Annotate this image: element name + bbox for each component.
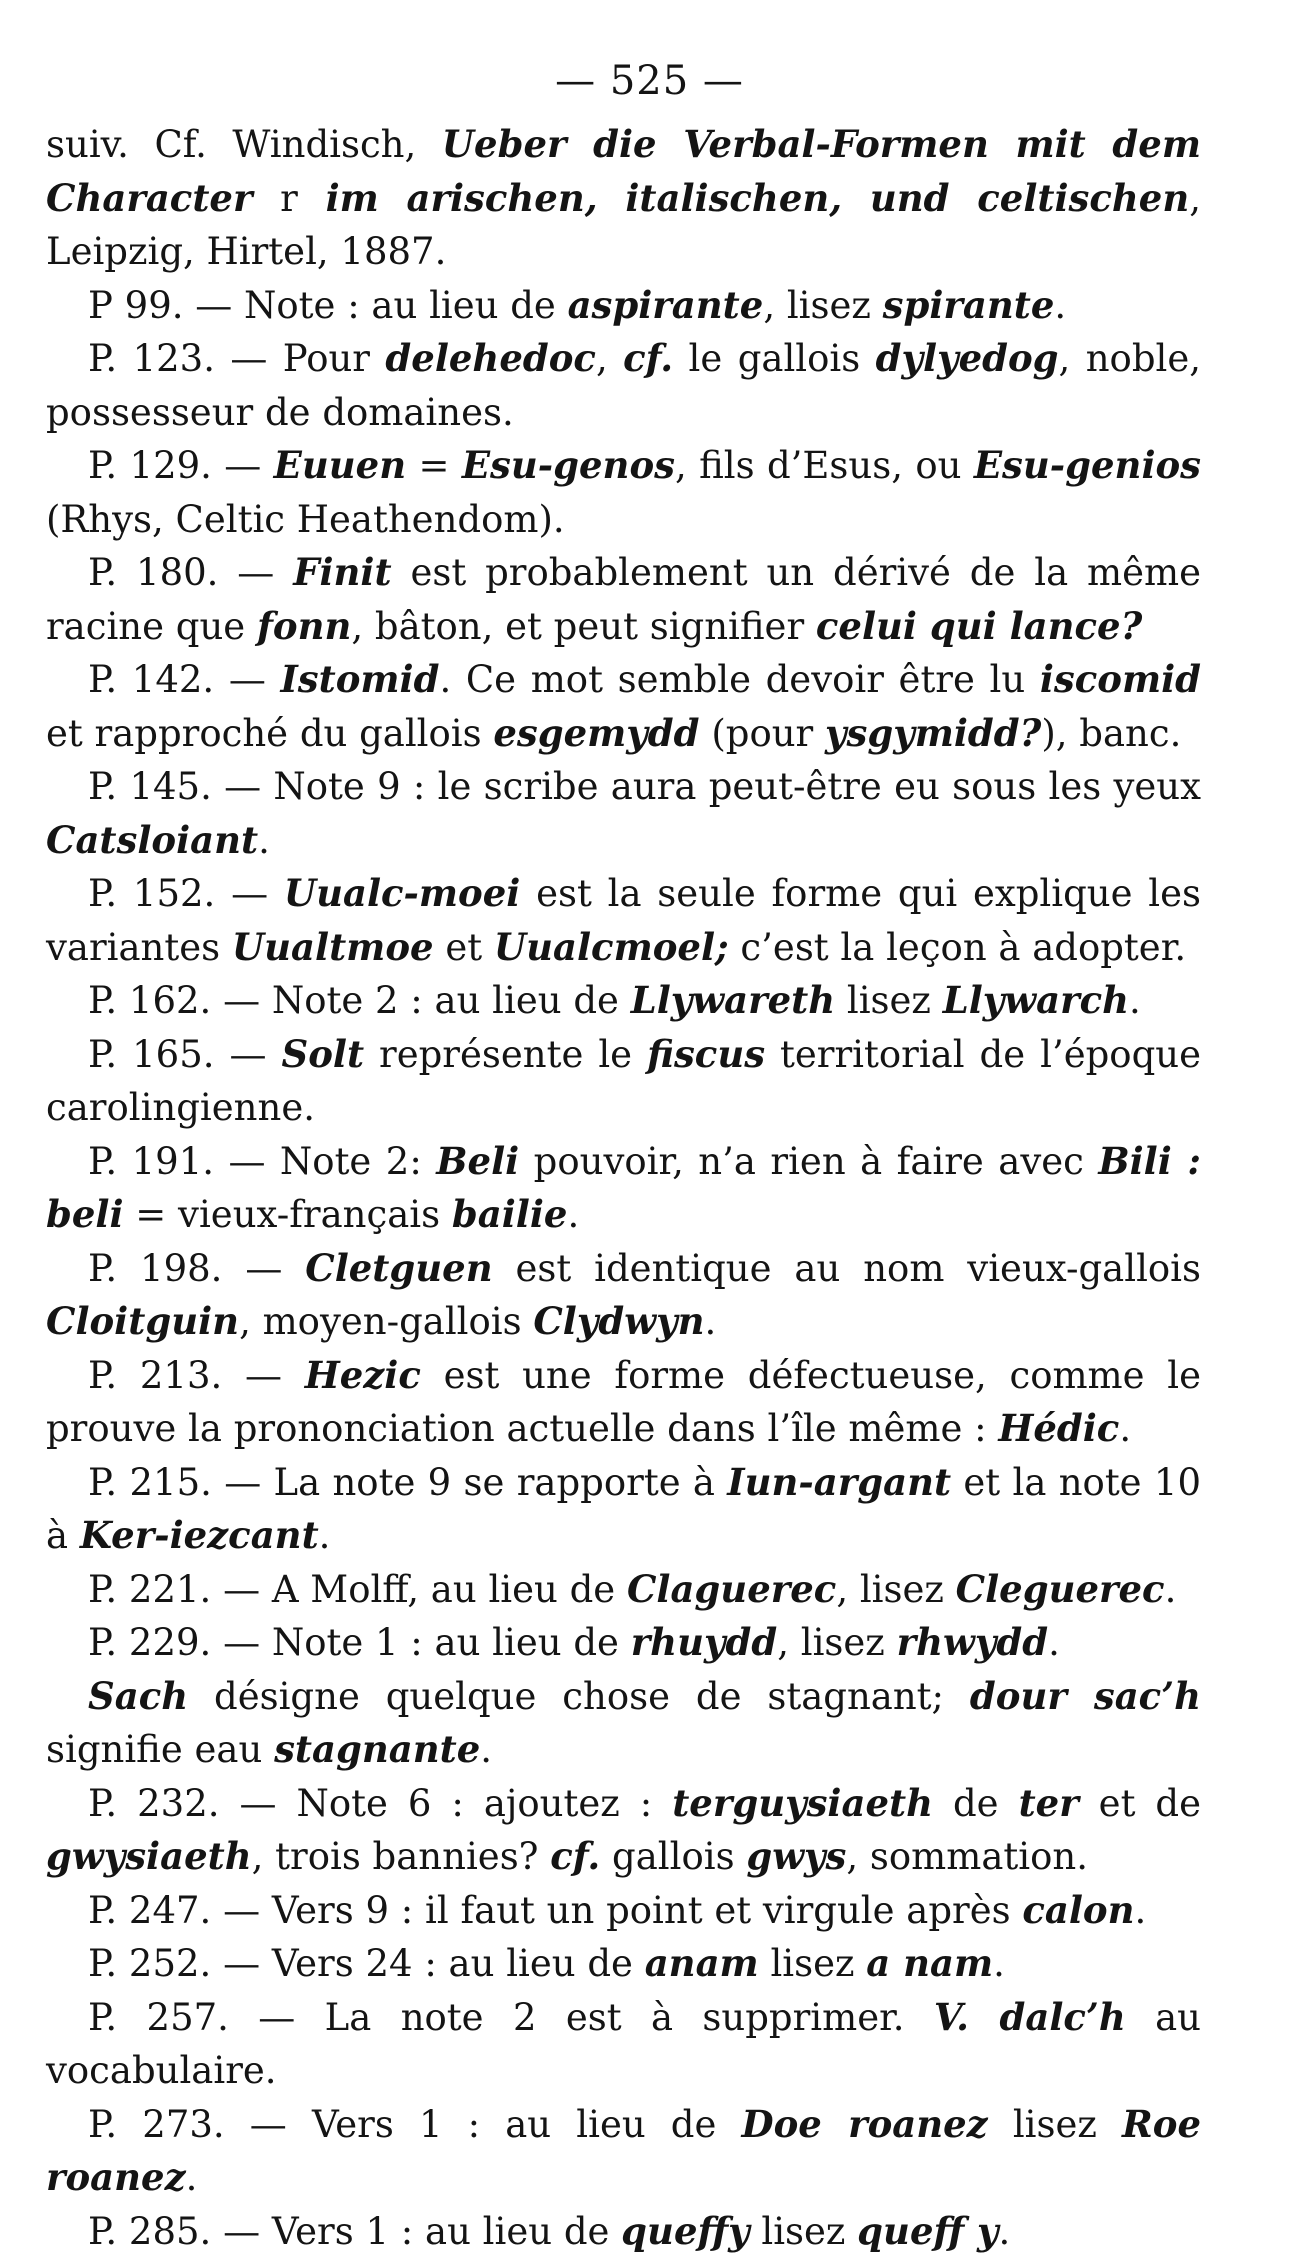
text-run: (Rhys, Celtic Heathendom).	[46, 498, 565, 541]
errata-entry	[46, 332, 1201, 439]
text-run: P. 123. — Pour	[88, 337, 385, 380]
italic-term: im arischen, italischen, und celtischen	[298, 176, 1189, 220]
text-run: .	[1054, 284, 1066, 327]
text-run: lisez	[750, 2210, 858, 2253]
text-run: et de	[1079, 1782, 1201, 1825]
text-run: P. 247. — Vers 9 : il faut un point et virgule après	[88, 1889, 1022, 1932]
italic-term: Hezic	[305, 1353, 421, 1397]
text-run: P. 152. —	[88, 872, 284, 915]
errata-entry	[46, 2098, 1201, 2205]
italic-term: ter	[1019, 1781, 1079, 1825]
italic-term: Uualc-moei	[284, 871, 521, 915]
italic-term: queff y	[857, 2209, 998, 2253]
text-run: .	[1129, 979, 1141, 1022]
text-run: est la seule forme qui explique les variantes	[46, 872, 1201, 969]
italic-term: Claguerec	[627, 1567, 836, 1611]
text-run: , noble, possesseur de domaines.	[46, 337, 1201, 434]
italic-term: ysgymidd?	[825, 711, 1041, 755]
italic-term: Beli	[436, 1139, 519, 1183]
text-run: , lisez	[777, 1621, 896, 1664]
errata-entry	[46, 653, 1201, 760]
text-run: P. 142. —	[88, 658, 280, 701]
italic-term: stagnante	[274, 1727, 480, 1771]
text-run: r	[280, 177, 298, 220]
italic-term: Uualcmoel;	[494, 925, 729, 969]
text-run: .	[998, 2210, 1010, 2253]
italic-term: Cleguerec	[956, 1567, 1165, 1611]
text-run: P. 273. — Vers 1 : au lieu de	[88, 2103, 742, 2146]
errata-entry	[46, 1028, 1201, 1135]
text-run: suiv. Cf. Windisch,	[46, 123, 442, 166]
italic-term: gwysiaeth	[46, 1834, 252, 1878]
errata-entry	[46, 439, 1201, 546]
italic-term: Uualtmoe	[232, 925, 434, 969]
text-run: , moyen-gallois	[239, 1300, 533, 1343]
errata-entry	[46, 279, 1201, 333]
text-run: , fils d’Esus, ou	[675, 444, 974, 487]
text-run: lisez	[759, 1942, 867, 1985]
text-run: P. 257. — La note 2 est à supprimer.	[88, 1996, 934, 2039]
italic-term: Clydwyn	[533, 1299, 704, 1343]
italic-term: rhuydd	[631, 1620, 778, 1664]
italic-term: Cloitguin	[46, 1299, 239, 1343]
italic-term: a nam	[866, 1941, 993, 1985]
errata-entry	[46, 974, 1201, 1028]
text-run: = vieux-français	[124, 1193, 452, 1236]
text-run: .	[567, 1193, 579, 1236]
text-run: , Leipzig, Hirtel, 1887.	[46, 177, 1201, 274]
text-run: lisez	[988, 2103, 1122, 2146]
errata-entry	[46, 2205, 1201, 2258]
italic-term: fonn	[257, 604, 351, 648]
errata-entry	[46, 1456, 1201, 1563]
italic-term: Roe roanez	[46, 2102, 1201, 2200]
text-run: gallois	[600, 1835, 746, 1878]
errata-entry	[46, 1135, 1201, 1242]
text-run: est identique au nom vieux-gallois	[493, 1247, 1201, 1290]
text-run: et rapproché du gallois	[46, 712, 493, 755]
italic-term: dylyedog	[876, 336, 1059, 380]
text-run: ,	[596, 337, 623, 380]
text-run: , lisez	[836, 1568, 955, 1611]
text-run: c’est la leçon à adopter.	[729, 926, 1186, 969]
text-run: , lisez	[763, 284, 882, 327]
italic-term: Esu-genos	[462, 443, 675, 487]
text-run: de	[933, 1782, 1019, 1825]
italic-term: terguysiaeth	[672, 1781, 933, 1825]
text-run: .	[1135, 1889, 1147, 1932]
italic-term: Doe roanez	[742, 2102, 988, 2146]
errata-entry	[46, 1616, 1201, 1670]
italic-term: V. dalc’h	[934, 1995, 1126, 2039]
italic-term: cf.	[550, 1834, 600, 1878]
italic-term: Llywareth	[631, 978, 835, 1022]
errata-entry	[46, 1563, 1201, 1617]
italic-term: bailie	[452, 1192, 568, 1236]
text-run: au vocabulaire.	[46, 1996, 1201, 2093]
text-run: pouvoir, n’a rien à faire avec	[519, 1140, 1098, 1183]
text-run: P. 252. — Vers 24 : au lieu de	[88, 1942, 645, 1985]
italic-term: spirante	[883, 283, 1055, 327]
text-run: P. 129. —	[88, 444, 274, 487]
text-run: , trois bannies?	[252, 1835, 551, 1878]
text-run: est une forme défectueuse, comme le prouve la prononciation actuelle dans l’île même :	[46, 1354, 1201, 1451]
italic-term: celui qui lance?	[816, 604, 1142, 648]
errata-entry	[46, 118, 1201, 279]
text-run: le gallois	[673, 337, 876, 380]
italic-term: Solt	[282, 1032, 365, 1076]
text-run: lisez	[835, 979, 943, 1022]
italic-term: anam	[645, 1941, 759, 1985]
text-run: .	[993, 1942, 1005, 1985]
text-run: P. 285. — Vers 1 : au lieu de	[88, 2210, 621, 2253]
italic-term: cf.	[623, 336, 673, 380]
italic-term: Llywarch	[943, 978, 1129, 1022]
italic-term: Istomid	[280, 657, 439, 701]
errata-entry	[46, 1670, 1201, 1777]
text-run: et	[434, 926, 494, 969]
text-run: P. 198. —	[88, 1247, 305, 1290]
errata-entry	[46, 1884, 1201, 1938]
text-run: P. 215. — La note 9 se rapporte à	[88, 1461, 727, 1504]
text-run: . Ce mot semble devoir être lu	[439, 658, 1039, 701]
errata-entry	[46, 760, 1201, 867]
text-run: représente le	[364, 1033, 647, 1076]
italic-term: Sach	[88, 1674, 188, 1718]
text-run: P. 145. — Note 9 : le scribe aura peut-être eu sous les yeux	[88, 765, 1201, 808]
text-run: désigne quelque chose de stagnant;	[188, 1675, 970, 1718]
italic-term: Euuen	[274, 443, 406, 487]
text-run: P. 180. —	[88, 551, 293, 594]
text-run: .	[186, 2156, 198, 2199]
text-run: , bâton, et peut signifier	[351, 605, 816, 648]
text-run: ), banc.	[1041, 712, 1181, 755]
errata-entry	[46, 1777, 1201, 1884]
text-run: .	[1119, 1407, 1131, 1450]
italic-term: rhwydd	[897, 1620, 1049, 1664]
italic-term: fiscus	[647, 1032, 765, 1076]
text-run: .	[1048, 1621, 1060, 1664]
text-run: .	[480, 1728, 492, 1771]
italic-term: queffy	[621, 2209, 749, 2253]
text-run: P. 191. — Note 2:	[88, 1140, 436, 1183]
errata-entry	[46, 546, 1201, 653]
text-run: =	[406, 444, 462, 487]
italic-term: aspirante	[568, 283, 764, 327]
errata-entry	[46, 1349, 1201, 1456]
italic-term: Hédic	[998, 1406, 1119, 1450]
italic-term: Finit	[293, 550, 391, 594]
text-run: est probablement un dérivé de la même racine que	[46, 551, 1201, 648]
text-run: territorial de l’époque carolingienne.	[46, 1033, 1201, 1130]
text-run: P. 165. —	[88, 1033, 282, 1076]
errata-entry	[46, 1937, 1201, 1991]
italic-term: esgemydd	[493, 711, 699, 755]
text-run: , sommation.	[846, 1835, 1088, 1878]
errata-text	[46, 118, 1201, 2258]
text-run: P 99. — Note : au lieu de	[88, 284, 568, 327]
errata-entry	[46, 1242, 1201, 1349]
italic-term: Iun-argant	[727, 1460, 951, 1504]
text-run: et la note 10 à	[46, 1461, 1201, 1558]
text-run: P. 213. —	[88, 1354, 305, 1397]
text-run: P. 232. — Note 6 : ajoutez :	[88, 1782, 672, 1825]
text-run: .	[704, 1300, 716, 1343]
italic-term: Cletguen	[305, 1246, 492, 1290]
italic-term: gwys	[746, 1834, 846, 1878]
text-run: P. 221. — A Molff, au lieu de	[88, 1568, 627, 1611]
italic-term: iscomid	[1040, 657, 1201, 701]
italic-term: delehedoc	[385, 336, 596, 380]
italic-term: Esu-genios	[974, 443, 1201, 487]
errata-entry	[46, 1991, 1201, 2098]
text-run: signifie eau	[46, 1728, 274, 1771]
italic-term: calon	[1022, 1888, 1134, 1932]
errata-entry	[46, 867, 1201, 974]
text-run: (pour	[700, 712, 825, 755]
text-run: .	[319, 1514, 331, 1557]
page-number: — 525 —	[0, 58, 1299, 104]
text-run: P. 229. — Note 1 : au lieu de	[88, 1621, 631, 1664]
text-run: .	[258, 819, 270, 862]
italic-term: dour sac’h	[970, 1674, 1201, 1718]
text-run: .	[1165, 1568, 1177, 1611]
italic-term: Bili : beli	[46, 1139, 1201, 1237]
text-run: P. 162. — Note 2 : au lieu de	[88, 979, 631, 1022]
italic-term: Catsloiant	[46, 818, 258, 862]
italic-term: Ker-iezcant	[80, 1513, 319, 1557]
italic-term: Ueber die Verbal-Formen mit dem Character	[46, 122, 1201, 220]
